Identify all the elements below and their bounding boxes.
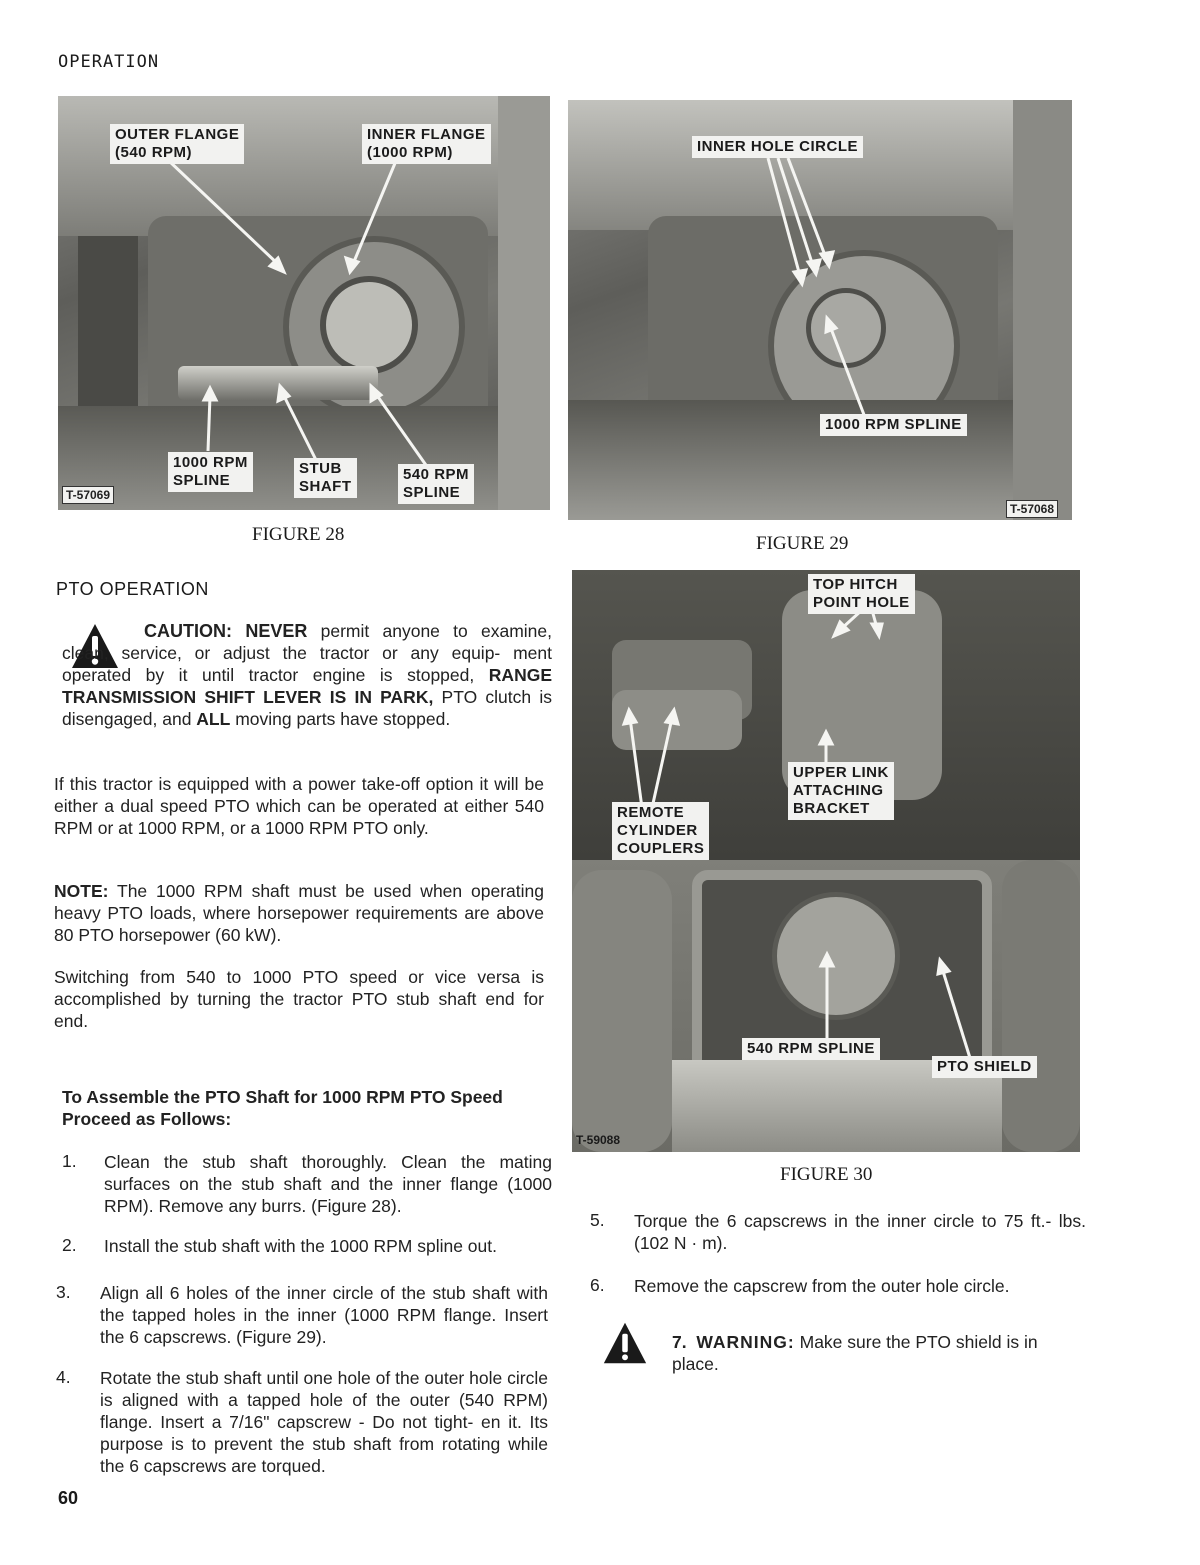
figure-30-code: T-59088 bbox=[576, 1133, 621, 1147]
step-text: Torque the 6 capscrews in the inner circle to 75 ft.- lbs. (102 N · m). bbox=[634, 1211, 1086, 1253]
step-text: Remove the capscrew from the outer hole circle. bbox=[634, 1276, 1010, 1296]
figure-30-photo bbox=[572, 570, 1080, 1152]
note-paragraph: NOTE: The 1000 RPM shaft must be used when operating heavy PTO loads, where horsepower requirements are above 80 PTO horsepower (60 kW). bbox=[54, 881, 544, 945]
step-number: 2. bbox=[62, 1235, 77, 1255]
label-540-rpm-spline: 540 RPM SPLINE bbox=[398, 464, 474, 504]
figure-29-arrows bbox=[568, 100, 1072, 520]
label-1000-rpm-spline: 1000 RPM SPLINE bbox=[168, 452, 253, 492]
label-540-rpm-spline: 540 RPM SPLINE bbox=[742, 1038, 880, 1060]
step-text: Align all 6 holes of the inner circle of the stub shaft with the tapped holes in the inner (1000 RPM flange. Insert the 6 capscrews. (Figure 29). bbox=[100, 1283, 548, 1347]
label-inner-flange: INNER FLANGE (1000 RPM) bbox=[362, 124, 491, 164]
figure-28-photo bbox=[58, 96, 550, 510]
figure-30-caption: FIGURE 30 bbox=[780, 1164, 873, 1185]
pto-operation-heading: PTO OPERATION bbox=[56, 579, 209, 599]
warning-icon bbox=[602, 1320, 648, 1366]
step-text: Install the stub shaft with the 1000 RPM spline out. bbox=[104, 1236, 497, 1256]
step-number: 3. bbox=[56, 1282, 71, 1302]
label-inner-hole-circle: INNER HOLE CIRCLE bbox=[692, 136, 863, 158]
figure-28-code: T-57069 bbox=[62, 486, 114, 504]
figure-28-caption: FIGURE 28 bbox=[252, 524, 345, 545]
label-outer-flange: OUTER FLANGE (540 RPM) bbox=[110, 124, 244, 164]
label-1000-rpm-spline: 1000 RPM SPLINE bbox=[820, 414, 967, 436]
step-text: Rotate the stub shaft until one hole of the outer hole circle is aligned with a tapped hole of the outer (540 RPM) flange. Insert a 7/16" capscrew - Do not tight- en it. Its purpose is to prevent the stub shaft from rotating while the 6 capscrews are torqued. bbox=[100, 1368, 548, 1476]
label-remote-cylinder-couplers: REMOTE CYLINDER COUPLERS bbox=[612, 802, 709, 860]
step-7-warning: 7. WARNING: Make sure the PTO shield is in place. bbox=[672, 1332, 1038, 1374]
label-pto-shield: PTO SHIELD bbox=[932, 1056, 1037, 1078]
label-top-hitch-point-hole: TOP HITCH POINT HOLE bbox=[808, 574, 915, 614]
page-number: 60 bbox=[58, 1488, 79, 1508]
page-header: OPERATION bbox=[58, 52, 160, 72]
assemble-heading: To Assemble the PTO Shaft for 1000 RPM PTO Speed Proceed as Follows: bbox=[62, 1087, 503, 1129]
step-number: 1. bbox=[62, 1151, 77, 1171]
figure-29-caption: FIGURE 29 bbox=[756, 533, 849, 554]
caution-paragraph: CAUTION: NEVER permit anyone to examine, clean, service, or adjust the tractor or any equip- ment operated by it until tractor engine is stopped, RANGE TRANSMISSION SHIFT LEVER IS IN PARK, PTO clutch is disengaged, and ALL moving parts have stopped. bbox=[62, 621, 552, 729]
switching-paragraph: Switching from 540 to 1000 PTO speed or vice versa is accomplished by turning the tractor PTO stub shaft end for end. bbox=[54, 967, 544, 1031]
step-number: 5. bbox=[590, 1210, 605, 1230]
dual-speed-paragraph: If this tractor is equipped with a power take-off option it will be either a dual speed PTO which can be operated at either 540 RPM or at 1000 RPM, or a 1000 RPM PTO only. bbox=[54, 774, 544, 838]
step-number: 4. bbox=[56, 1367, 71, 1387]
figure-29-photo bbox=[568, 100, 1072, 520]
step-number: 6. bbox=[590, 1275, 605, 1295]
label-stub-shaft: STUB SHAFT bbox=[294, 458, 357, 498]
figure-29-code: T-57068 bbox=[1006, 500, 1058, 518]
step-text: Clean the stub shaft thoroughly. Clean the mating surfaces on the stub shaft and the inner flange (1000 RPM). Remove any burrs. (Figure 28). bbox=[104, 1152, 552, 1216]
label-upper-link-attaching-bracket: UPPER LINK ATTACHING BRACKET bbox=[788, 762, 894, 820]
